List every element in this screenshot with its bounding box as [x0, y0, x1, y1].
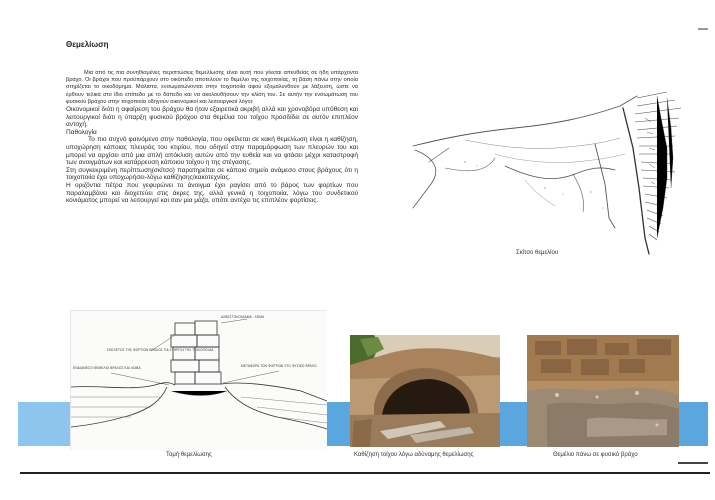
section-caption: Τομή θεμελίωσης [166, 452, 212, 458]
paragraph-settlement: Το πιο συχνό φαινόμενο στην παθολογία, που οφείλεται σε κακή θεμελίωση είναι η καθίζηση, υποχώρηση κάποιας πλευράς του κτιρίου, που οδηγεί στην παραμόρφωση των πλευρών του και μπορεί να αρχίσει από μια απλή απόκλιση αυτών από την ευθεία και να φτάσει μέχρι καταστροφή των ανοιγμάτων και κατάρρευση κάποιου τοίχου η της στέγασης. [66, 136, 358, 167]
bottom-rule [20, 472, 710, 474]
photo-arch-caption: Καθίζηση τοίχου λόγω αδύναμης θεμελίωσης [354, 452, 474, 458]
paragraph-reasons: Οικονομικοί διότι η αφαίρεση του βράχου θα ήταν εξαιρετικά ακριβή αλλά και χρονοβόρα υπόθεση και λειτουργικοί διότι η ύπαρξη φυσικού βράχου στα θεμέλια του τοίχου προσδίδει σε αυτόν επιπλέον αντοχή. [66, 106, 358, 129]
label-left: ΕΝΔΙΑΜΕΣΟ ΘΕΜΕΛΙΟ ΒΡΑΧΟΣ ΚΑΙ ΧΩΜΑ [73, 366, 141, 370]
photo-rock-foundation [527, 335, 679, 447]
photo-rock-caption: Θεμέλιο πάνω σε φυσικό βράχο [553, 452, 638, 458]
section-drawing [70, 310, 326, 450]
body-text [66, 70, 358, 205]
paragraph-stone: Η οριζόντια πέτρα που γεφυρώνει το άνοιγμα έχει ραγίσει από το βάρος των φορτίων που παραλαμβάνει και διοχετεύει στις άκρες της, αλλά γενικά η τοιχοποιία, λόγω του συνδετικού κονιάματος μπορεί να λειτουργεί και σαν μια μάζα, οπότε αντέχει τις επιπλέον φορτίσεις. [66, 181, 358, 205]
label-right: ΜΕΤΑΦΟΡΑ ΤΩΝ ΦΟΡΤΙΩΝ ΣΤΟ ΦΥΣΙΚΟ ΒΡΑΧΟ [241, 364, 317, 368]
label-top-right: ΑΣΒΕΣΤΟΚΟΝΙΑΜΑ - ΧΩΜΑ [221, 315, 265, 319]
corner-mark [698, 28, 708, 30]
page-tick [678, 462, 708, 464]
foundation-sketch [405, 88, 693, 256]
subheading-pathology: Παθολογία [66, 128, 97, 136]
photo-arch [350, 335, 500, 447]
label-mid: ΣΚΕΛΕΤΟΣ ΤΗΣ ΦΟΡΤΙΩΝ ΒΡΑΧΟΣ ΓΙΑ ΣΤΗΡΙΞΗ ΤΗΣ ΤΟΙΧΟΠΟΙΙΑΣ [107, 348, 214, 352]
paragraph-case: Στη συγκεκριμένη περίπτωση(σκίτσο) παρατηρείται σε κάποιο σημείο ανάμεσο στους βράχους ότι η τοιχοποιία έχει υποχωρήσει-λόγω καθίζησης/κακοτεχνίας. [66, 166, 358, 182]
page-title: Θεμελίωση [66, 40, 109, 49]
paragraph-intro: Μια από τις πια συνηθισμένες περιπτώσεις θεμελίωσης είναι αυτή που γίνεται απευθείας σε ήδη υπάρχοντα βράχο. Οι βράχοι που προϋπάρχουν στο οικόπεδο αποτελούν το θεμέλιο της τοιχοποιίας, τη βάση πάνω στην οποία στηρίζεται το οικοδόμημα. Μάλιστα, ενσωματώνονται στην τοιχοποιία αφού εξομαλυνθούν με λάξευση, ώστε να έρθουν τελικά στο ίδιο επίπεδο με το δάπεδο και να ακολουθήσουν την κλίση του. Σε αυτήν την ενσωμάτωση του φυσικού βράχου στην τοιχοποιία οδηγούν οικονομικοί και λειτουργικοί λόγοι: [66, 70, 358, 105]
sketch-caption: Σκίτσο θεμελίου [516, 250, 559, 256]
